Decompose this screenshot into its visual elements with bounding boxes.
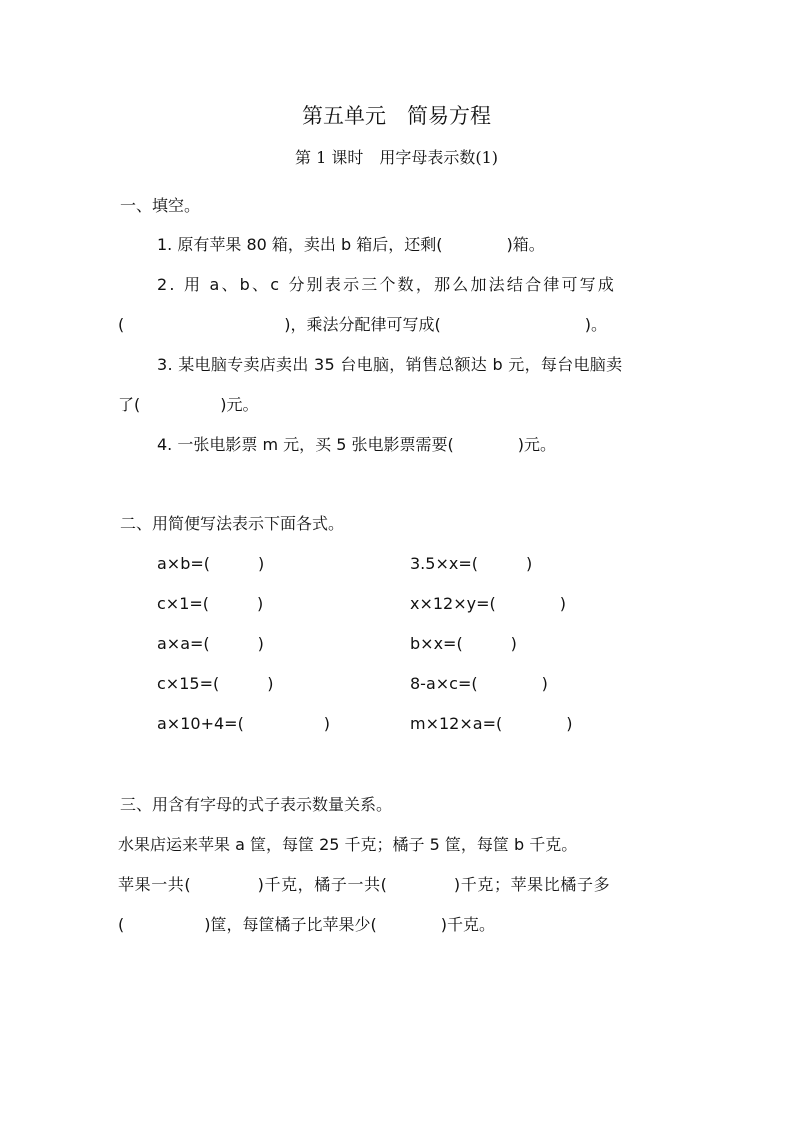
question-4: 4. 一张电影票 m 元，买 5 张电影票需要( )元。 [157,435,556,454]
expression-left-5: a×10+4=( ) [157,714,331,733]
expression-left-4: c×15=( ) [157,674,274,693]
expression-right-1: 3.5×x=( ) [410,554,533,573]
section3-line2: 苹果一共( )千克，橘子一共( )千克；苹果比橘子多 [118,875,611,894]
question-1: 1. 原有苹果 80 箱，卖出 b 箱后，还剩( )箱。 [157,235,545,254]
page-subtitle: 第 1 课时 用字母表示数(1) [294,148,499,167]
section2-heading: 二、用简便写法表示下面各式。 [120,514,345,533]
question-2-line1: 2. 用 a、b、c 分别表示三个数，那么加法结合律可写成 [157,275,617,294]
section3-line3: ( )筐，每筐橘子比苹果少( )千克。 [118,915,495,934]
section1-heading: 一、填空。 [120,196,201,215]
expression-left-1: a×b=( ) [157,554,265,573]
question-3-line2: 了( )元。 [118,395,259,414]
expression-left-3: a×a=( ) [157,634,264,653]
section3-heading: 三、用含有字母的式子表示数量关系。 [120,795,393,814]
section3-line1: 水果店运来苹果 a 筐，每筐 25 千克；橘子 5 筐，每筐 b 千克。 [118,835,578,854]
expression-left-2: c×1=( ) [157,594,264,613]
expression-right-3: b×x=( ) [410,634,517,653]
page-title: 第五单元 简易方程 [302,104,491,128]
question-3-line1: 3. 某电脑专卖店卖出 35 台电脑，销售总额达 b 元，每台电脑卖 [157,355,623,374]
expression-right-2: x×12×y=( ) [410,594,567,613]
expression-right-4: 8-a×c=( ) [410,674,548,693]
question-2-line2: ( )，乘法分配律可写成( )。 [118,315,607,334]
expression-right-5: m×12×a=( ) [410,714,573,733]
